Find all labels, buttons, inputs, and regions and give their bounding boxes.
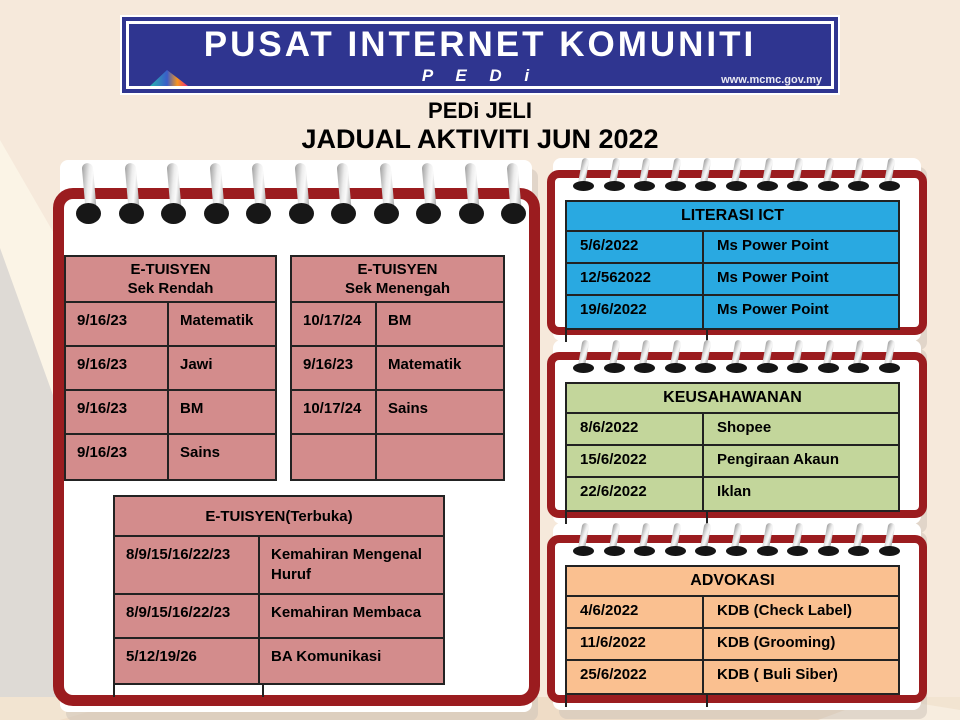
spiral-ring xyxy=(76,163,102,230)
notebook-panel-etuisyen xyxy=(53,188,540,706)
activity-cell: KDB ( Buli Siber) xyxy=(717,666,838,683)
spiral-ring xyxy=(695,340,717,374)
panel-advokasi xyxy=(547,535,927,703)
spiral-ring xyxy=(459,163,485,230)
spiral-ring xyxy=(119,163,145,230)
spiral-ring xyxy=(848,158,870,192)
ring-hole xyxy=(604,363,625,373)
spiral-ring xyxy=(331,163,357,230)
activity-cell: KDB (Check Label) xyxy=(704,597,898,629)
spiral-ring xyxy=(573,158,595,192)
ring-hole xyxy=(634,363,655,373)
spiral-ring xyxy=(726,158,748,192)
spiral-ring xyxy=(634,340,656,374)
ring-hole xyxy=(459,203,484,224)
date-cell: 5/12/19/26 xyxy=(115,639,260,683)
activity-cell: KDB (Grooming) xyxy=(704,629,898,661)
activity-cell: Sains xyxy=(377,391,503,435)
ring-hole xyxy=(879,181,900,191)
table-title-line: E-TUISYEN xyxy=(130,260,211,278)
mcmc-logo-triangle xyxy=(150,70,188,86)
ring-hole xyxy=(726,546,747,556)
table-literasi-ict xyxy=(565,200,900,330)
activity-cell: BM xyxy=(169,391,275,435)
activity-cell xyxy=(377,435,503,479)
table-title: ADVOKASI xyxy=(567,567,898,597)
activity-cell: Kemahiran Membaca xyxy=(260,595,443,639)
date-cell: 8/9/15/16/22/23 xyxy=(115,537,260,595)
table-title-line: Sek Rendah xyxy=(127,280,214,297)
ring-hole xyxy=(416,203,441,224)
activity-cell: BM xyxy=(377,303,503,347)
spiral-ring xyxy=(726,340,748,374)
panel-literasi-ict xyxy=(547,170,927,335)
activity-cell: Kemahiran Mengenal Huruf xyxy=(260,537,443,595)
ring-hole xyxy=(787,363,808,373)
spiral-ring xyxy=(374,163,400,230)
date-cell: 4/6/2022 xyxy=(567,597,704,629)
banner-website: www.mcmc.gov.my xyxy=(721,74,822,86)
spiral-ring xyxy=(604,158,626,192)
ring-hole xyxy=(818,363,839,373)
date-cell: 5/6/2022 xyxy=(567,232,704,264)
banner xyxy=(120,15,840,95)
spiral-ring xyxy=(246,163,272,230)
spiral-ring xyxy=(573,340,595,374)
ring-hole xyxy=(879,546,900,556)
date-cell: 8/6/2022 xyxy=(567,414,704,446)
date-cell: 9/16/23 xyxy=(66,347,169,391)
ring-hole xyxy=(634,181,655,191)
ring-hole xyxy=(665,181,686,191)
panel-keusahawanan xyxy=(547,352,927,518)
ring-hole xyxy=(879,363,900,373)
spiral-ring xyxy=(818,523,840,557)
date-cell xyxy=(292,435,377,479)
activity-cell: Pengiraan Akaun xyxy=(704,446,898,478)
spiral-ring xyxy=(289,163,315,230)
ring-hole xyxy=(374,203,399,224)
banner-subtitle: P E D i xyxy=(421,66,539,85)
ring-hole xyxy=(289,203,314,224)
activity-cell: BA Komunikasi xyxy=(271,648,382,665)
table-sek-menengah xyxy=(290,255,505,481)
date-cell: 15/6/2022 xyxy=(567,446,704,478)
activity-cell: Ms Power Point xyxy=(704,264,898,296)
date-cell: 9/16/23 xyxy=(66,435,169,479)
spiral-ring xyxy=(848,523,870,557)
ring-hole xyxy=(848,546,869,556)
date-cell: 9/16/23 xyxy=(292,347,377,391)
table-title xyxy=(66,257,275,303)
activity-cell: Jawi xyxy=(169,347,275,391)
ring-hole xyxy=(818,546,839,556)
activity-cell: Matematik xyxy=(169,303,275,347)
ring-hole xyxy=(501,203,526,224)
ring-hole xyxy=(604,181,625,191)
spiral-ring xyxy=(204,163,230,230)
ring-hole xyxy=(695,546,716,556)
spiral-binding xyxy=(76,163,527,230)
spiral-ring xyxy=(757,158,779,192)
ring-hole xyxy=(665,363,686,373)
spiral-ring xyxy=(695,523,717,557)
spiral-ring xyxy=(665,340,687,374)
table-title: LITERASI ICT xyxy=(567,202,898,232)
date-cell: 9/16/23 xyxy=(66,303,169,347)
date-cell: 22/6/2022 xyxy=(567,478,704,510)
ring-hole xyxy=(204,203,229,224)
spiral-ring xyxy=(848,340,870,374)
ring-hole xyxy=(757,181,778,191)
ring-hole xyxy=(787,546,808,556)
spiral-ring xyxy=(879,523,901,557)
spiral-ring xyxy=(787,523,809,557)
date-cell: 19/6/2022 xyxy=(567,296,704,328)
date-cell: 25/6/2022 xyxy=(567,661,704,693)
date-cell: 11/6/2022 xyxy=(567,629,704,661)
activity-cell: Ms Power Point xyxy=(717,301,829,318)
ring-hole xyxy=(757,546,778,556)
spiral-ring xyxy=(787,340,809,374)
ring-hole xyxy=(331,203,356,224)
spiral-ring xyxy=(879,340,901,374)
ring-hole xyxy=(726,363,747,373)
ring-hole xyxy=(787,181,808,191)
table-title-line: E-TUISYEN xyxy=(357,260,438,278)
spiral-ring xyxy=(787,158,809,192)
date-cell: 10/17/24 xyxy=(292,303,377,347)
ring-hole xyxy=(848,363,869,373)
spiral-ring xyxy=(634,523,656,557)
ring-hole xyxy=(818,181,839,191)
spiral-ring xyxy=(665,158,687,192)
spiral-binding xyxy=(573,158,901,192)
activity-cell: Ms Power Point xyxy=(704,232,898,264)
date-cell: 10/17/24 xyxy=(292,391,377,435)
ring-hole xyxy=(848,181,869,191)
ring-hole xyxy=(573,181,594,191)
activity-cell: Sains xyxy=(180,444,221,461)
spiral-ring xyxy=(604,523,626,557)
page-title-line1: PEDi JELI xyxy=(428,98,532,123)
table-title xyxy=(292,257,503,303)
ring-hole xyxy=(665,546,686,556)
table-divider-tail xyxy=(113,685,264,697)
banner-title: PUSAT INTERNET KOMUNITI xyxy=(203,25,757,64)
ring-hole xyxy=(246,203,271,224)
spiral-binding xyxy=(573,523,901,557)
spiral-ring xyxy=(695,158,717,192)
table-etuisyen-terbuka xyxy=(113,495,445,685)
ring-hole xyxy=(573,363,594,373)
ring-hole xyxy=(695,363,716,373)
spiral-ring xyxy=(416,163,442,230)
table-title-line: Sek Menengah xyxy=(344,280,451,297)
date-cell: 12/562022 xyxy=(567,264,704,296)
spiral-ring xyxy=(726,523,748,557)
ring-hole xyxy=(119,203,144,224)
spiral-ring xyxy=(818,340,840,374)
table-advokasi xyxy=(565,565,900,695)
table-keusahawanan xyxy=(565,382,900,512)
spiral-ring xyxy=(634,158,656,192)
spiral-ring xyxy=(757,523,779,557)
activity-cell: Iklan xyxy=(717,483,752,500)
spiral-ring xyxy=(604,340,626,374)
ring-hole xyxy=(695,181,716,191)
ring-hole xyxy=(634,546,655,556)
spiral-ring xyxy=(501,163,527,230)
table-title: E-TUISYEN(Terbuka) xyxy=(115,497,443,537)
ring-hole xyxy=(161,203,186,224)
page-title-line2: JADUAL AKTIVITI JUN 2022 xyxy=(301,123,659,154)
page-title xyxy=(0,99,960,154)
date-cell: 8/9/15/16/22/23 xyxy=(115,595,260,639)
spiral-ring xyxy=(161,163,187,230)
table-title: KEUSAHAWANAN xyxy=(567,384,898,414)
ring-hole xyxy=(604,546,625,556)
table-divider-tail xyxy=(565,695,708,707)
table-sek-rendah xyxy=(64,255,277,481)
spiral-ring xyxy=(757,340,779,374)
ring-hole xyxy=(573,546,594,556)
spiral-ring xyxy=(573,523,595,557)
ring-hole xyxy=(757,363,778,373)
spiral-ring xyxy=(818,158,840,192)
spiral-ring xyxy=(879,158,901,192)
ring-hole xyxy=(76,203,101,224)
date-cell: 9/16/23 xyxy=(66,391,169,435)
activity-cell: Shopee xyxy=(704,414,898,446)
ring-hole xyxy=(726,181,747,191)
activity-cell: Matematik xyxy=(377,347,503,391)
spiral-ring xyxy=(665,523,687,557)
spiral-binding xyxy=(573,340,901,374)
